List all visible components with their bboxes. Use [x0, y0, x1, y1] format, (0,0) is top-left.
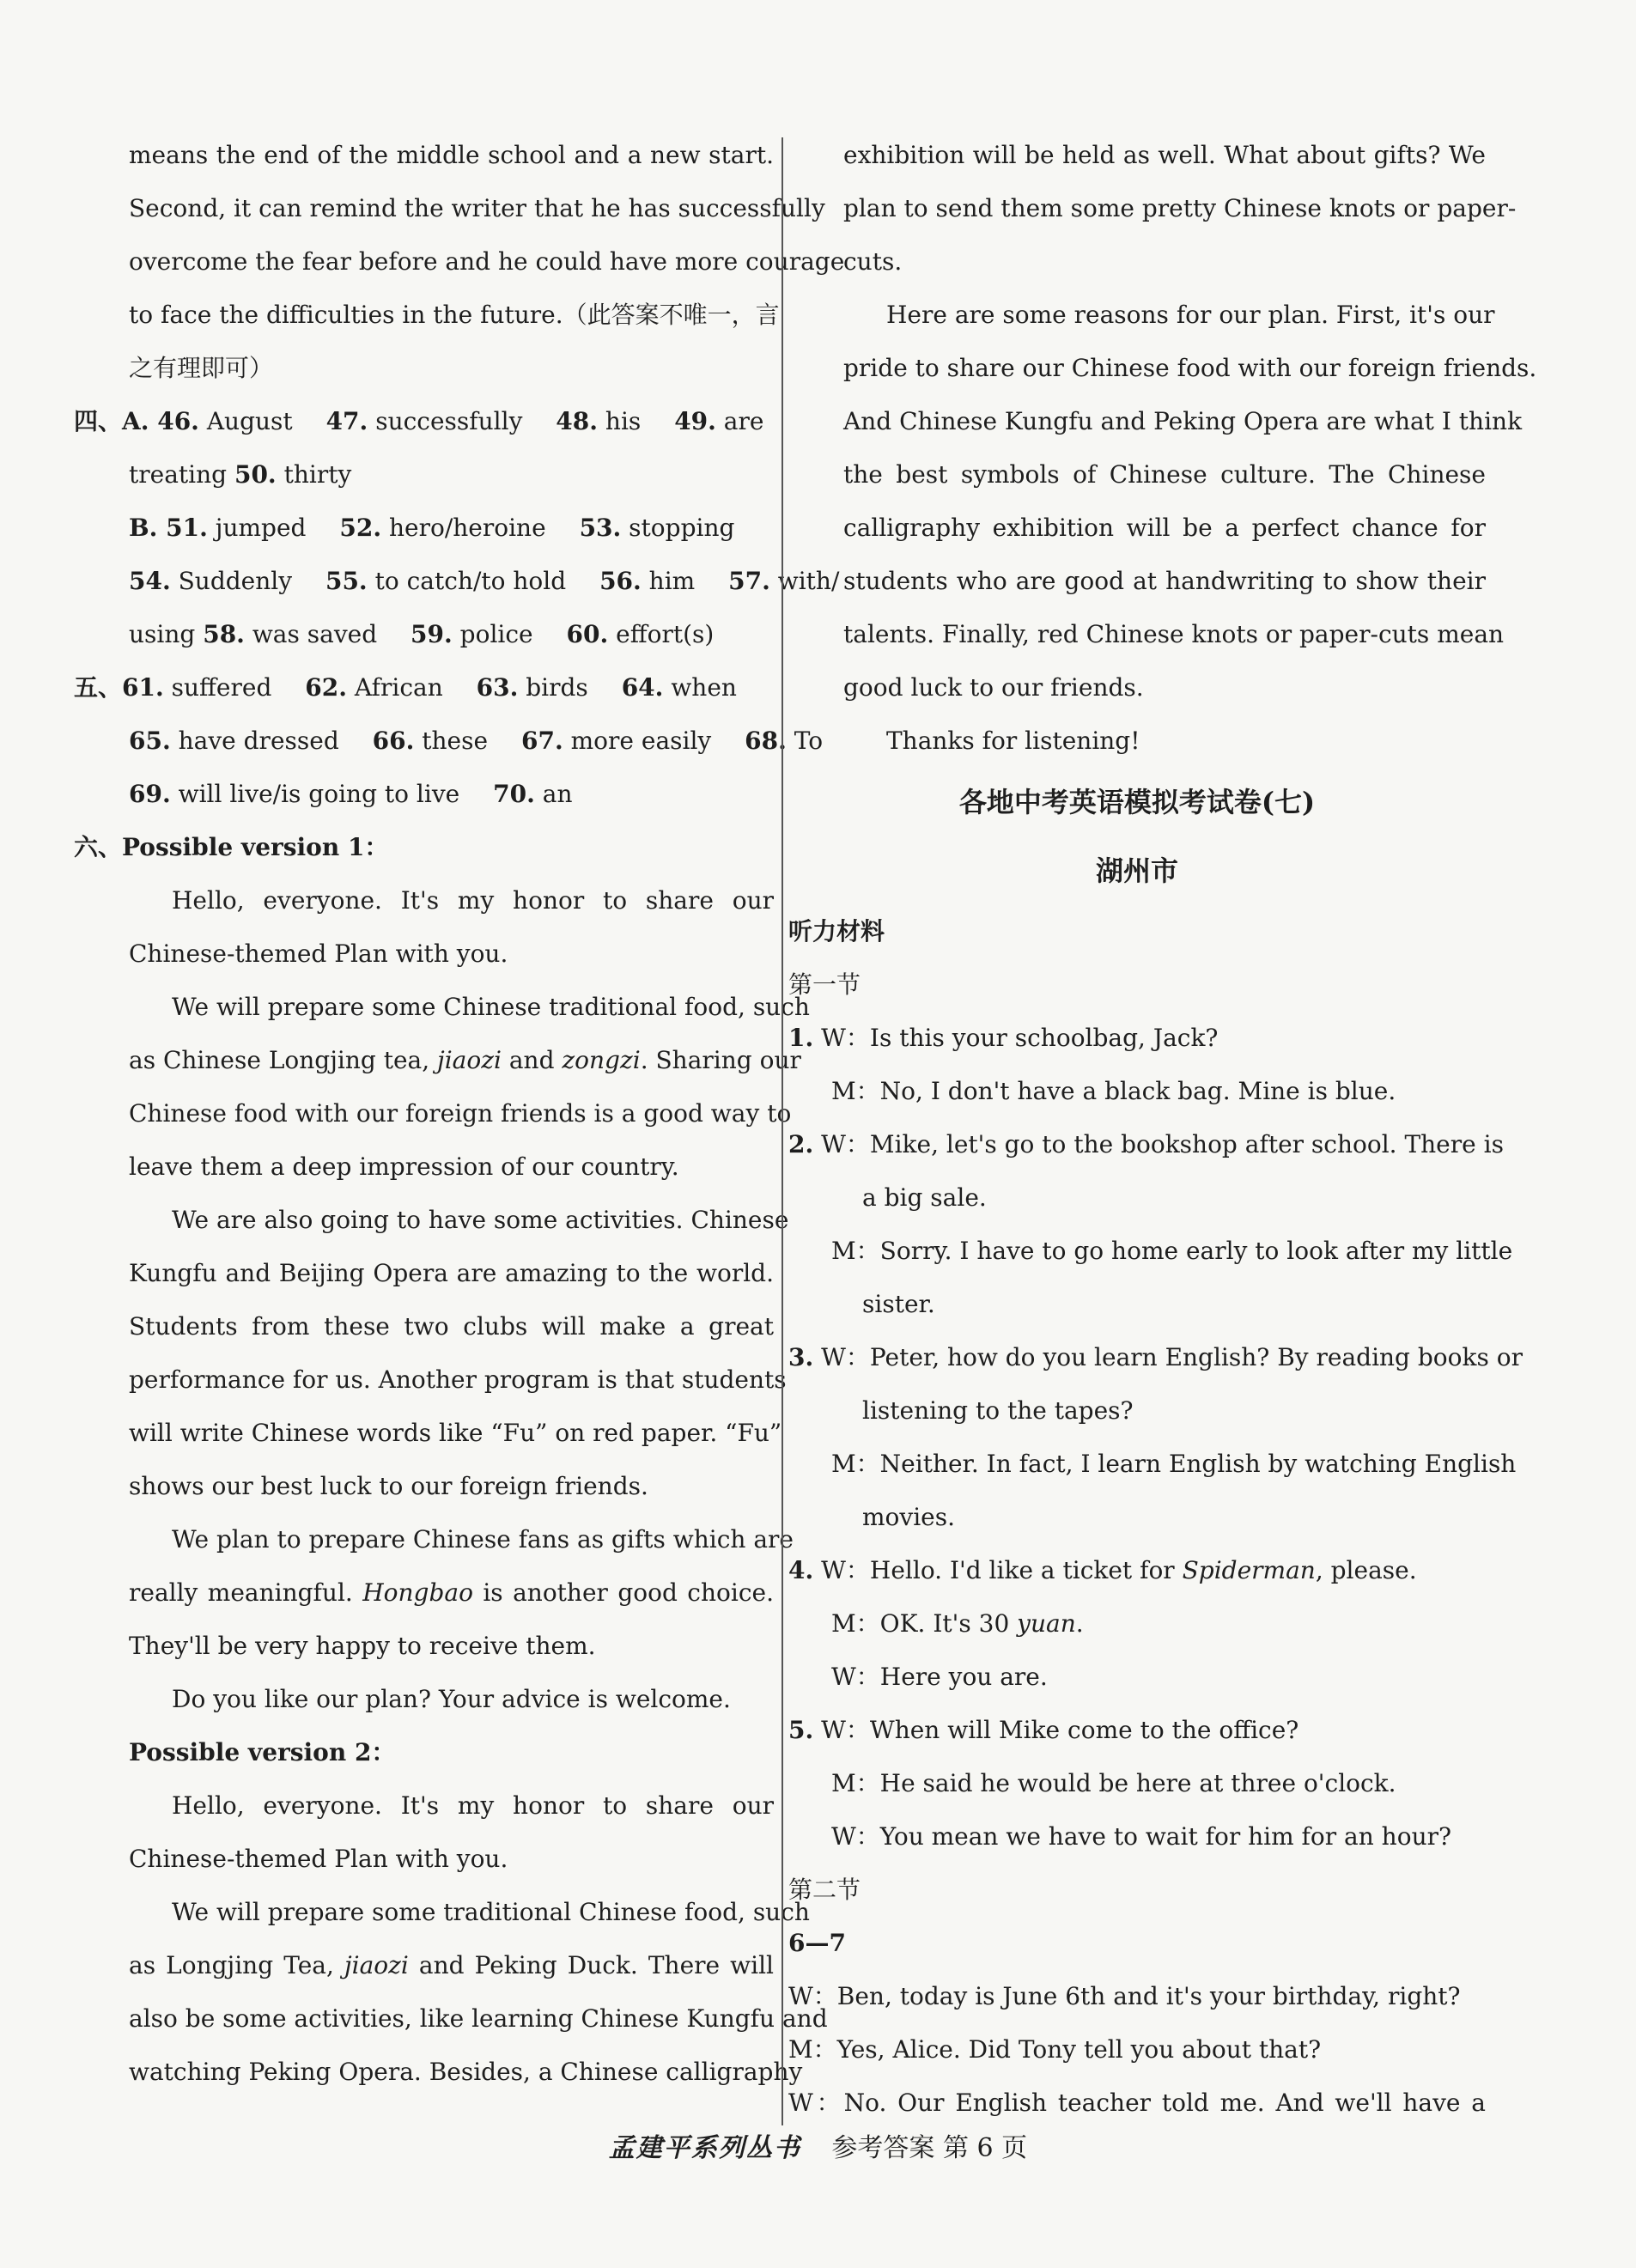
- text-run: was saved: [244, 620, 386, 648]
- item-number: 3.: [788, 1343, 814, 1371]
- text-line: [788, 1012, 1486, 1065]
- text-run: successfully: [368, 407, 531, 435]
- text-run: as Longjing Tea,: [129, 1951, 344, 1979]
- text-run: August: [198, 407, 301, 435]
- item-number: 70.: [493, 780, 535, 808]
- item-number: 55.: [325, 567, 368, 595]
- text-line: [74, 661, 774, 714]
- item-number: 56.: [599, 567, 642, 595]
- italic-term: Spiderman: [1182, 1556, 1316, 1584]
- item-number: 4.: [788, 1556, 814, 1584]
- text-run: jumped: [207, 514, 314, 542]
- text-run: really meaningful.: [129, 1578, 363, 1607]
- item-number: 5.: [788, 1716, 814, 1744]
- text-line: W：Here you are.: [831, 1663, 1048, 1691]
- item-number: 64.: [621, 673, 664, 702]
- footer-publisher: 孟建平系列丛书: [608, 2133, 801, 2163]
- text-line: 第二节: [788, 1876, 861, 1904]
- italic-term: Hongbao: [362, 1578, 473, 1607]
- text-run: and: [501, 1046, 563, 1074]
- italic-term: jiaozi: [344, 1951, 409, 1979]
- text-line: Chinese food with our foreign friends is a good way to: [129, 1099, 792, 1128]
- item-number: 48.: [556, 407, 599, 435]
- text-run: .: [1075, 1609, 1084, 1638]
- text-line: Chinese-themed Plan with you.: [129, 939, 508, 968]
- item-number: 2.: [788, 1130, 814, 1158]
- text-line: [788, 1597, 1486, 1651]
- text-line: Kungfu and Beijing Opera are amazing to the world.: [129, 1259, 774, 1287]
- item-number: 60.: [566, 620, 609, 648]
- text-line: [788, 1544, 1486, 1597]
- text-line: performance for us. Another program is that students: [129, 1365, 787, 1394]
- text-line: overcome the fear before and he could have more courage: [129, 247, 845, 276]
- text-line: They'll be very happy to receive them.: [129, 1632, 596, 1660]
- item-number: 67.: [520, 727, 563, 755]
- text-run: to catch/to hold: [367, 567, 575, 595]
- item-number: 49.: [674, 407, 716, 435]
- text-line: [74, 1939, 774, 1992]
- item-number: 66.: [372, 727, 415, 755]
- text-run: these: [414, 727, 496, 755]
- text-run: him: [641, 567, 703, 595]
- item-number: 63.: [476, 673, 519, 702]
- text-run: W：Hello. I'd like a ticket for: [813, 1556, 1183, 1584]
- text-run: is another good choice.: [472, 1578, 774, 1607]
- column-divider: [782, 137, 783, 2125]
- text-line: talents. Finally, red Chinese knots or paper-cuts mean: [843, 620, 1505, 648]
- text-line: sister.: [862, 1290, 935, 1318]
- text-line: Second, it can remind the writer that he has successfully: [129, 194, 825, 222]
- text-line: good luck to our friends.: [843, 673, 1144, 702]
- text-line: [74, 1566, 774, 1620]
- text-line: [74, 768, 774, 821]
- text-run: hero/heroine: [381, 514, 554, 542]
- item-number: 62.: [305, 673, 347, 702]
- text-line: exhibition will be held as well. What about gifts? We: [843, 141, 1486, 169]
- text-line: [74, 395, 774, 448]
- text-run: an: [534, 780, 573, 808]
- text-line: shows our best luck to our foreign friends.: [129, 1472, 648, 1500]
- item-number: 58.: [203, 620, 245, 648]
- item-number: 1.: [788, 1024, 814, 1052]
- text-line: [74, 608, 774, 661]
- text-line: will write Chinese words like “Fu” on red paper. “Fu”: [129, 1419, 782, 1447]
- text-line: 之有理即可）: [129, 354, 274, 382]
- item-number: 59.: [411, 620, 453, 648]
- text-line: M：Sorry. I have to go home early to look after my little: [831, 1237, 1513, 1265]
- text-line: means the end of the middle school and a new start.: [129, 141, 774, 169]
- text-line: M：He said he would be here at three o'clock.: [831, 1769, 1396, 1797]
- text-line: Here are some reasons for our plan. First, it's our: [886, 301, 1495, 329]
- text-run: . Sharing our: [640, 1046, 801, 1074]
- text-run: African: [346, 673, 451, 702]
- text-run: thirty: [276, 460, 352, 489]
- text-run: as Chinese Longjing tea,: [129, 1046, 438, 1074]
- text-line: Hello, everyone. It's my honor to share our: [172, 886, 774, 915]
- text-line: Students from these two clubs will make a great: [129, 1312, 774, 1341]
- text-run: police: [452, 620, 541, 648]
- item-number: 52.: [339, 514, 382, 542]
- text-line: Do you like our plan? Your advice is welcome.: [172, 1685, 731, 1713]
- text-line: [74, 714, 824, 768]
- italic-term: jiaozi: [437, 1046, 502, 1074]
- text-run: using: [129, 620, 204, 648]
- text-line: to face the difficulties in the future.（此答案不唯一，言: [129, 301, 780, 329]
- text-line: cuts.: [843, 247, 903, 276]
- text-line: 听力材料: [788, 917, 885, 946]
- item-number: 五、61.: [74, 673, 164, 702]
- text-run: Suddenly: [170, 567, 300, 595]
- item-number: 54.: [129, 567, 171, 595]
- item-number: B. 51.: [129, 514, 208, 542]
- text-run: W：Mike, let's go to the bookshop after school. There is: [813, 1130, 1504, 1158]
- text-line: also be some activities, like learning Chinese Kungfu and: [129, 2004, 828, 2033]
- text-line: a big sale.: [862, 1183, 987, 1212]
- text-line: movies.: [862, 1503, 956, 1531]
- text-line: [74, 448, 774, 502]
- footer-label: 参考答案: [831, 2133, 935, 2163]
- text-run: when: [663, 673, 737, 702]
- text-run: , please.: [1315, 1556, 1417, 1584]
- text-line: We will prepare some Chinese traditional food, such: [172, 993, 810, 1021]
- text-line: M：No, I don't have a black bag. Mine is blue.: [831, 1077, 1396, 1105]
- text-line: [74, 1034, 801, 1087]
- text-line: listening to the tapes?: [862, 1396, 1134, 1425]
- text-run: birds: [518, 673, 596, 702]
- item-number: 47.: [325, 407, 368, 435]
- item-number: 四、A. 46.: [74, 407, 199, 435]
- text-line: 六、Possible version 1：: [74, 833, 389, 861]
- text-run: and Peking Duck. There will: [408, 1951, 774, 1979]
- text-run: treating: [129, 460, 234, 489]
- section-title: 湖州市: [1095, 854, 1178, 887]
- item-number: 69.: [129, 780, 171, 808]
- text-line: 6—7: [788, 1929, 846, 1957]
- text-run: more easily: [563, 727, 720, 755]
- item-number: 53.: [579, 514, 622, 542]
- text-line: 第一节: [788, 970, 861, 999]
- text-line: We will prepare some traditional Chinese food, such: [172, 1898, 810, 1926]
- text-line: Chinese-themed Plan with you.: [129, 1845, 508, 1873]
- item-number: 65.: [129, 727, 171, 755]
- text-line: watching Peking Opera. Besides, a Chinese calligraphy: [129, 2058, 803, 2086]
- right-column: [788, 129, 1537, 2130]
- text-run: with/: [769, 567, 840, 595]
- text-run: stopping: [621, 514, 735, 542]
- section-title: 各地中考英语模拟考试卷(七): [958, 786, 1316, 818]
- text-line: W：You mean we have to wait for him for an hour?: [831, 1822, 1451, 1851]
- text-line: the best symbols of Chinese culture. The Chinese: [843, 460, 1486, 489]
- text-run: W：When will Mike come to the office?: [813, 1716, 1299, 1744]
- text-line: students who are good at handwriting to show their: [843, 567, 1486, 595]
- text-run: will live/is going to live: [170, 780, 468, 808]
- text-run: W：Peter, how do you learn English? By reading books or: [813, 1343, 1523, 1371]
- text-line: And Chinese Kungfu and Peking Opera are what I think: [843, 407, 1523, 435]
- text-run: his: [598, 407, 649, 435]
- italic-term: yuan: [1017, 1609, 1076, 1638]
- item-number: 57.: [728, 567, 770, 595]
- text-line: W：No. Our English teacher told me. And we'll have a: [788, 2089, 1486, 2117]
- text-run: are: [715, 407, 764, 435]
- text-line: pride to share our Chinese food with our foreign friends.: [843, 354, 1537, 382]
- text-line: [788, 1704, 1486, 1757]
- text-line: [74, 555, 840, 608]
- page-footer: [0, 2126, 1636, 2164]
- text-line: [788, 1118, 1504, 1171]
- text-line: W：Ben, today is June 6th and it's your birthday, right?: [788, 1982, 1461, 2010]
- text-run: M：OK. It's 30: [831, 1609, 1018, 1638]
- text-line: Hello, everyone. It's my honor to share our: [172, 1791, 774, 1820]
- text-run: suffered: [163, 673, 280, 702]
- text-run: To: [786, 727, 824, 755]
- item-number: 68.: [745, 727, 787, 755]
- text-line: Thanks for listening!: [886, 727, 1140, 755]
- text-run: effort(s): [608, 620, 715, 648]
- footer-page-number: 第 6 页: [942, 2133, 1028, 2163]
- text-line: Possible version 2：: [129, 1738, 396, 1766]
- text-line: plan to send them some pretty Chinese knots or paper-: [843, 194, 1517, 222]
- text-line: [788, 1331, 1523, 1384]
- item-number: 50.: [234, 460, 277, 489]
- text-line: calligraphy exhibition will be a perfect chance for: [843, 514, 1486, 542]
- text-line: M：Neither. In fact, I learn English by watching English: [831, 1450, 1517, 1478]
- text-line: We plan to prepare Chinese fans as gifts which are: [172, 1525, 794, 1554]
- text-run: have dressed: [170, 727, 347, 755]
- text-line: leave them a deep impression of our country.: [129, 1152, 679, 1181]
- text-line: [74, 502, 774, 555]
- text-line: M：Yes, Alice. Did Tony tell you about that?: [788, 2035, 1322, 2064]
- text-line: We are also going to have some activities. Chinese: [172, 1206, 789, 1234]
- text-run: W：Is this your schoolbag, Jack?: [813, 1024, 1219, 1052]
- italic-term: zongzi: [562, 1046, 641, 1074]
